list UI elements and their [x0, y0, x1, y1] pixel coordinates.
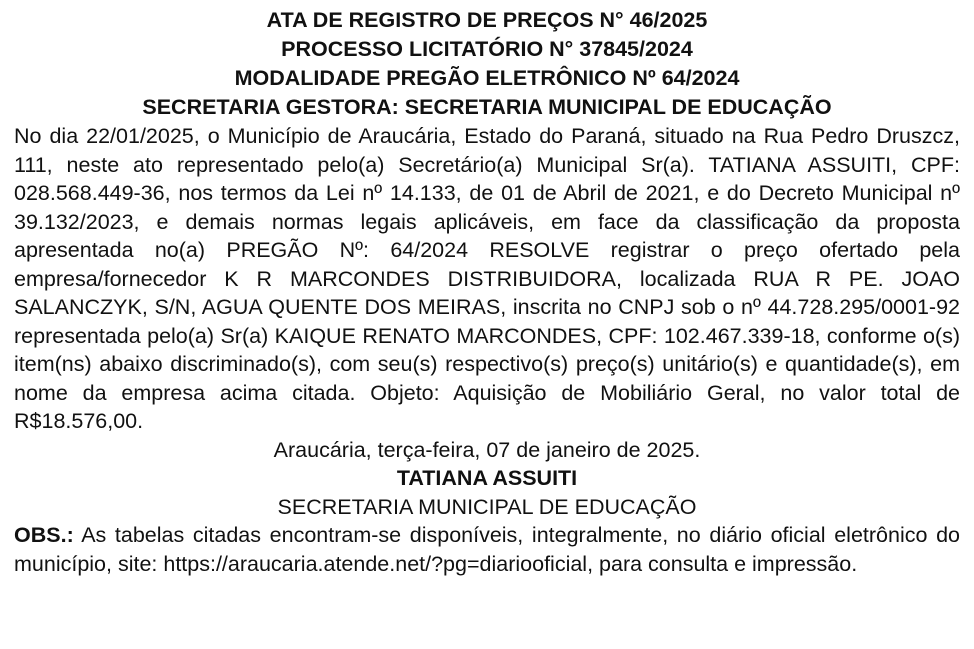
body-paragraph: No dia 22/01/2025, o Município de Araucária, Estado do Paraná, situado na Rua Pedro Druszcz, 111, neste ato representado pelo(a) Secretário(a) Municipal Sr(a). TATIANA ASSUITI, CPF: 028.568.449-36, nos termos da Lei nº 14.133, de 01 de Abril de 2021, e do Decreto Municipal nº 39.132/2023, e demais normas legais aplicáveis, em face da classificação da proposta apresentada no(a) PREGÃO Nº: 64/2024 RESOLVE registrar o preço ofertado pela empresa/fornecedor K R MARCONDES DISTRIBUIDORA, localizada RUA R PE. JOAO SALANCZYK, S/N, AGUA QUENTE DOS MEIRAS, inscrita no CNPJ sob o nº 44.728.295/0001-92 representada pelo(a) Sr(a) KAIQUE RENATO MARCONDES, CPF: 102.467.339-18, conforme o(s) item(ns) abaixo discriminado(s), com seu(s) respectivo(s) preço(s) unitário(s) e quantidade(s), em nome da empresa acima citada. Objeto: Aquisição de Mobiliário Geral, no valor total de R$18.576,00. [14, 124, 960, 433]
signer-name: TATIANA ASSUITI [396, 466, 578, 490]
obs-text: As tabelas citadas encontram-se disponíveis, integralmente, no diário oficial eletrônico do município, site: https://araucaria.atende.net/?pg=diariooficial, para consulta e impressão. [14, 523, 960, 576]
modalidade-heading: MODALIDADE PREGÃO ELETRÔNICO Nº 64/2024 [234, 66, 740, 90]
ata-title: ATA DE REGISTRO DE PREÇOS N° 46/2025 [266, 8, 708, 32]
document-page [14, 6, 960, 578]
secretaria-heading: SECRETARIA GESTORA: SECRETARIA MUNICIPAL DE EDUCAÇÃO [142, 95, 832, 119]
place-date: Araucária, terça-feira, 07 de janeiro de 2025. [273, 437, 701, 462]
processo-heading: PROCESSO LICITATÓRIO N° 37845/2024 [281, 37, 693, 61]
signer-role: SECRETARIA MUNICIPAL DE EDUCAÇÃO [277, 494, 697, 519]
obs-label: OBS.: [14, 523, 74, 547]
obs-note [14, 521, 960, 578]
